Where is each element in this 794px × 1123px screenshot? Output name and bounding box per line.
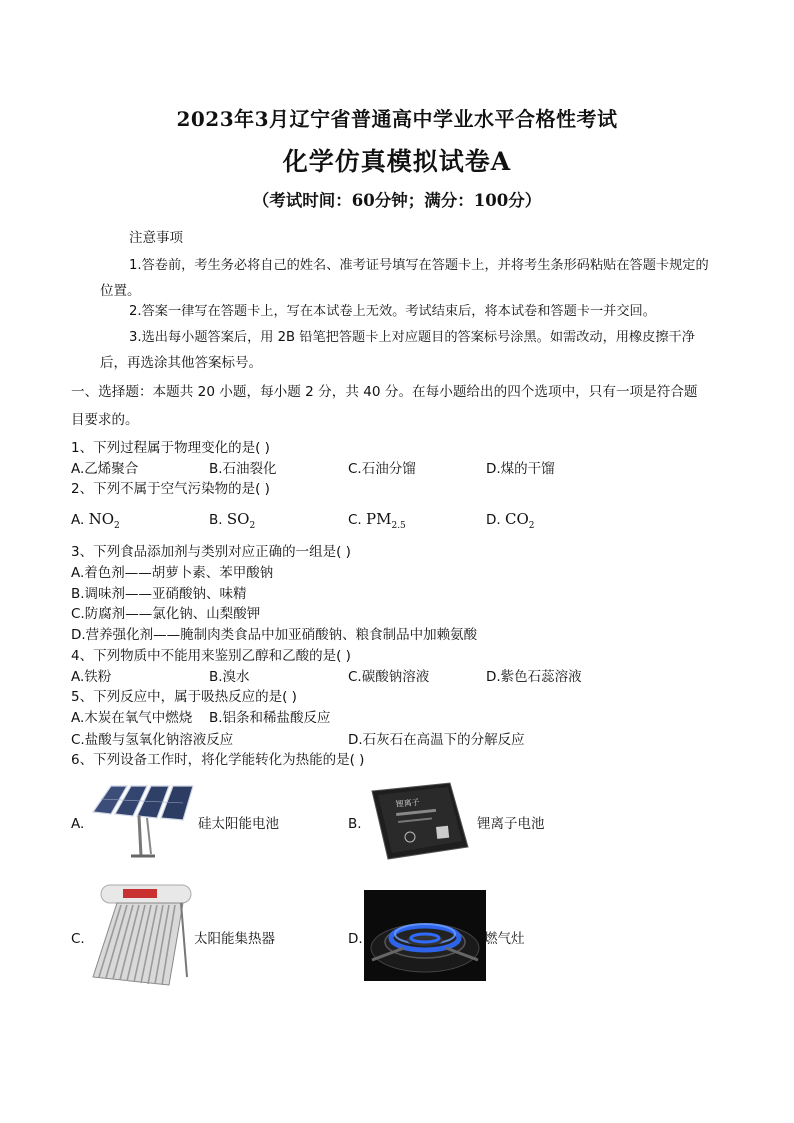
question-6-option-c-label: 太阳能集热器 <box>194 931 275 947</box>
gas-stove-icon <box>364 890 486 981</box>
exam-title: 2023年3月辽宁省普通高中学业水平合格性考试 <box>176 107 618 131</box>
question-2-option-d <box>486 510 535 535</box>
question-6-option-b-letter: B. <box>348 816 362 832</box>
question-3-option-d: D.营养强化剂——腌制肉类食品中加亚硝酸钠、粮食制品中加赖氨酸 <box>71 627 478 643</box>
question-5-option-b: B.铝条和稀盐酸反应 <box>209 710 331 726</box>
section-1-instructions-line-2: 目要求的。 <box>71 412 139 428</box>
exam-time-score: （考试时间：60分钟；满分：100分） <box>252 191 542 210</box>
solar-heater-icon <box>87 881 195 991</box>
question-4-option-d: D.紫色石蕊溶液 <box>486 669 582 685</box>
option-b-letter: B. <box>209 512 227 528</box>
notice-item-3-line-1: 3.选出每小题答案后，用 2B 铅笔把答题卡上对应题目的答案标号涂黑。如需改动，用橡皮擦干净 <box>129 330 695 345</box>
formula-no2: $NO_2$ <box>88 510 120 531</box>
section-1-instructions-line-1: 一、选择题：本题共 20 小题，每小题 2 分，共 40 分。在每小题给出的四个选项中，只有一项是符合题 <box>71 384 698 400</box>
solar-panel-icon <box>87 782 199 860</box>
question-1-option-c: C.石油分馏 <box>348 461 416 477</box>
option-d-letter: D. <box>486 512 505 528</box>
question-6-stem: 6、下列设备工作时，将化学能转化为热能的是( ) <box>71 752 365 768</box>
battery-icon <box>362 781 476 861</box>
exam-subtitle: 化学仿真模拟试卷A <box>282 147 512 176</box>
notice-item-3-line-2: 后，再选涂其他答案标号。 <box>100 355 262 371</box>
question-5-option-a: A.木炭在氧气中燃烧 <box>71 710 193 726</box>
question-6-option-a-letter: A. <box>71 816 85 832</box>
notice-heading: 注意事项 <box>129 230 183 246</box>
question-4-option-c: C.碳酸钠溶液 <box>348 669 430 685</box>
question-6-option-c-letter: C. <box>71 931 85 947</box>
question-2-option-b <box>209 510 255 535</box>
notice-item-2: 2.答案一律写在答题卡上，写在本试卷上无效。考试结束后，将本试卷和答题卡一并交回。 <box>129 304 656 319</box>
formula-pm25: $PM_{2.5}$ <box>366 510 406 531</box>
question-3-option-a: A.着色剂——胡萝卜素、苯甲酸钠 <box>71 565 274 581</box>
notice-item-1-line-2: 位置。 <box>100 283 141 299</box>
question-3-stem: 3、下列食品添加剂与类别对应正确的一组是( ) <box>71 544 351 560</box>
question-3-option-c: C.防腐剂——氯化钠、山梨酸钾 <box>71 606 261 622</box>
question-2-option-c <box>348 510 406 535</box>
svg-text:锂离子: 锂离子 <box>395 797 421 809</box>
question-1-option-b: B.石油裂化 <box>209 461 277 477</box>
question-4-option-a: A.铁粉 <box>71 669 112 685</box>
question-6-option-b-label: 锂离子电池 <box>477 816 545 832</box>
question-6-option-d-letter: D. <box>348 931 363 947</box>
question-5-option-d: D.石灰石在高温下的分解反应 <box>348 732 525 748</box>
question-5-stem: 5、下列反应中，属于吸热反应的是( ) <box>71 689 297 705</box>
option-a-letter: A. <box>71 512 89 528</box>
question-2-stem: 2、下列不属于空气污染物的是( ) <box>71 481 270 497</box>
question-5-option-c: C.盐酸与氢氧化钠溶液反应 <box>71 732 234 748</box>
question-4-option-b: B.溴水 <box>209 669 250 685</box>
question-1-stem: 1、下列过程属于物理变化的是( ) <box>71 440 270 456</box>
formula-co2: $CO_2$ <box>504 510 535 531</box>
notice-item-1-line-1: 1.答卷前，考生务必将自己的姓名、准考证号填写在答题卡上，并将考生条形码粘贴在答题卡规定的 <box>129 258 709 273</box>
question-6-option-a-label: 硅太阳能电池 <box>198 816 279 832</box>
question-1-option-d: D.煤的干馏 <box>486 461 555 477</box>
formula-so2: $SO_2$ <box>226 510 256 531</box>
question-1-option-a: A.乙烯聚合 <box>71 461 139 477</box>
question-3-option-b: B.调味剂——亚硝酸钠、味精 <box>71 586 247 602</box>
question-2-option-a <box>71 510 120 535</box>
option-c-letter: C. <box>348 512 367 528</box>
question-4-stem: 4、下列物质中不能用来鉴别乙醇和乙酸的是( ) <box>71 648 351 664</box>
question-6-option-d-label: 燃气灶 <box>484 931 525 947</box>
